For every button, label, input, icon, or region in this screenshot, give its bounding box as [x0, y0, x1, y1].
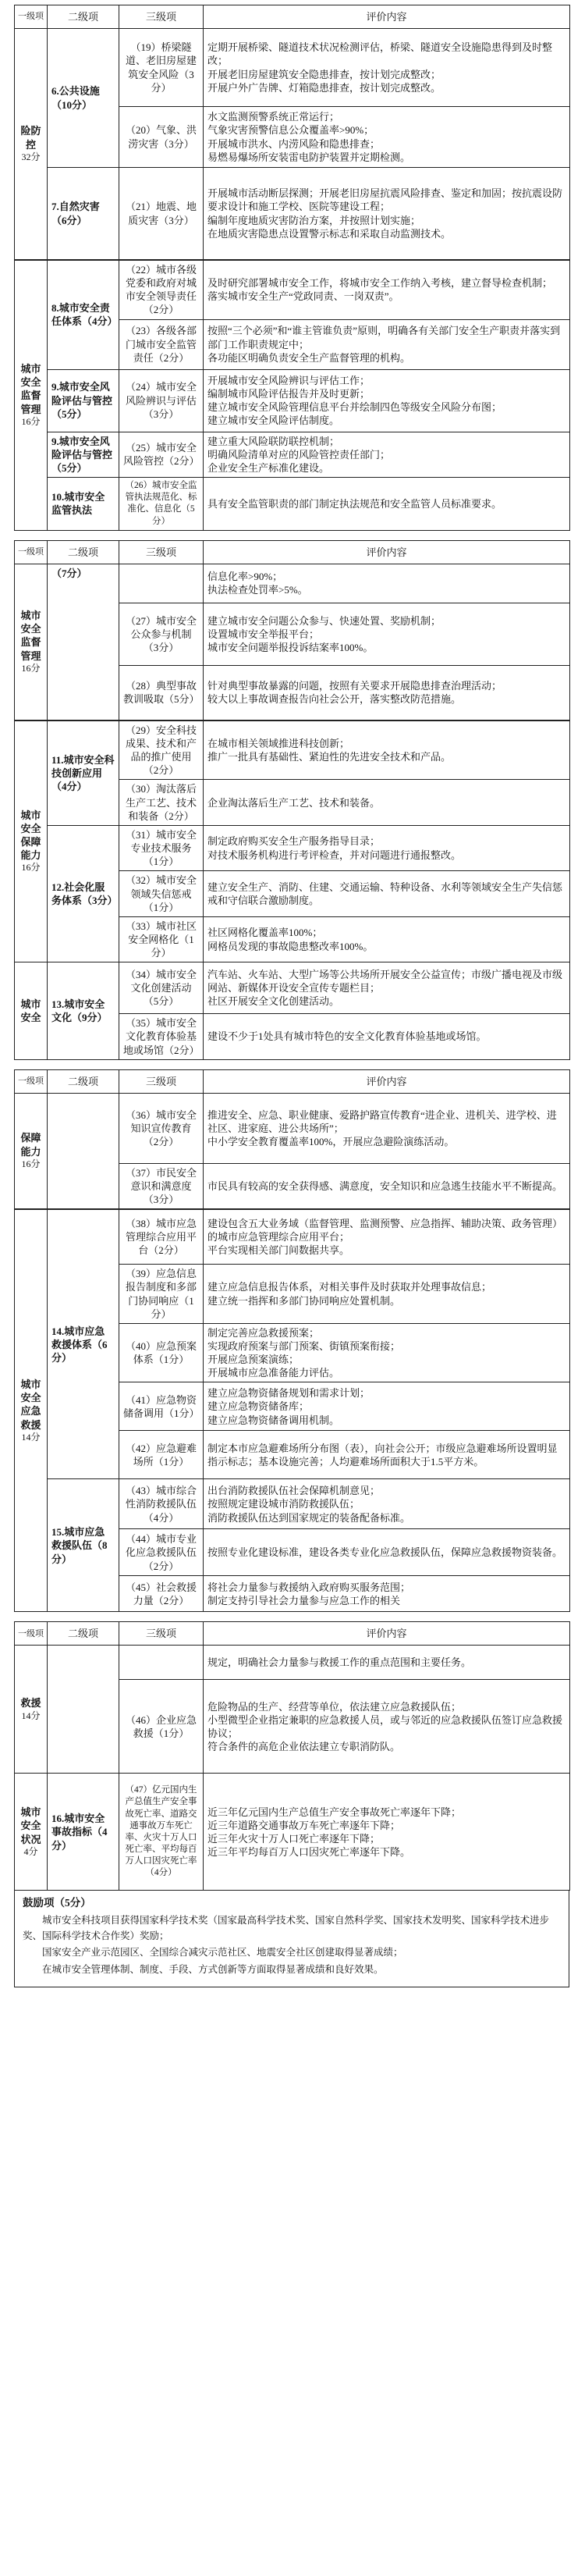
content-line: 企业安全生产标准化建设。	[207, 461, 330, 474]
table-header-row	[15, 1069, 570, 1093]
header-level2: 二级项	[48, 540, 119, 564]
table-row	[15, 1646, 570, 1680]
content-line: 开展户外广告牌、灯箱隐患排查，按计划完成整改。	[207, 81, 441, 94]
level3-cell: （44）城市专业化应急救援队伍（2分）	[119, 1529, 204, 1576]
bonus-line: 在城市安全管理体制、制度、手段、方式创新等方面取得显著成绩和良好效果。	[42, 1963, 384, 1975]
content-line: 实现政府预案与部门预案、街镇预案衔接；	[207, 1340, 401, 1352]
level3-cell: （26）城市安全监管执法规范化、标准化、信息化（5分）	[119, 478, 204, 531]
level1-label: 救援	[20, 1697, 41, 1710]
level3-cell: （41）应急物资储备调用（1分）	[119, 1382, 204, 1431]
level2-cell: 10.城市安全监管执法	[48, 478, 119, 531]
level3-cell: （39）应急信息报告制度和多部门协同响应（1分）	[119, 1265, 204, 1324]
header-level3: 三级项	[119, 540, 204, 564]
table-row	[15, 168, 570, 260]
level1-cell	[15, 1646, 48, 1774]
level1-score: 4分	[23, 1845, 38, 1857]
content-line: 制定支持引导社会力量参与应急工作的相关	[207, 1594, 401, 1606]
level3-cell: （36）城市安全知识宣传教育（2分）	[119, 1093, 204, 1163]
evaluation-table-section-4	[14, 1621, 570, 1891]
content-line: 建立重大风险联防联控机制；	[207, 435, 340, 447]
level1-cell	[15, 1774, 48, 1891]
content-cell	[204, 1431, 570, 1479]
content-line: 编制年度地质灾害防治方案，并按照计划实施；	[207, 214, 421, 226]
content-line: 规定，明确社会力量参与救援工作的重点范围和主要任务。	[207, 1656, 472, 1669]
content-line: 小型微型企业指定兼职的应急救援人员，或与邻近的应急救援队伍签订应急救援协议；	[207, 1713, 563, 1739]
level3-cell: （40）应急预案体系（1分）	[119, 1323, 204, 1382]
content-cell	[204, 1014, 570, 1059]
content-line: 近三年平均每百万人口因灾死亡率逐年下降。	[207, 1846, 411, 1859]
level2-cell: 7.自然灾害（6分）	[48, 168, 119, 260]
bonus-section	[14, 1891, 569, 1987]
level3-cell: （37）市民安全意识和满意度（3分）	[119, 1163, 204, 1208]
content-line: 设置城市安全举报平台；	[207, 628, 320, 640]
content-cell	[204, 665, 570, 720]
content-line: 建立应急物资储备库；	[207, 1400, 310, 1413]
bonus-line: 国家安全产业示范园区、全国综合减灾示范社区、地震安全社区创建取得显著成绩；	[42, 1947, 403, 1959]
evaluation-table-section-3b	[14, 1209, 570, 1612]
level3-cell: （20）气象、洪涝灾害（3分）	[119, 107, 204, 168]
content-line: 易燃易爆场所安装雷电防护装置并定期检测。	[207, 151, 411, 163]
evaluation-table-section-3	[14, 1069, 570, 1209]
content-cell	[204, 780, 570, 825]
table-row	[15, 369, 570, 432]
content-cell	[204, 107, 570, 168]
header-content: 评价内容	[204, 540, 570, 564]
header-content: 评价内容	[204, 1069, 570, 1093]
content-line: 建设包含五大业务域（监督管理、监测预警、应急指挥、辅助决策、政务管理）的城市应急管理综合应用平台；	[207, 1217, 563, 1244]
level2-cell: 16.城市安全事故指标（4分）	[48, 1774, 119, 1891]
bonus-line: 城市安全科技项目获得国家科学技术奖（国家最高科学技术奖、国家自然科学奖、国家技术发明奖、国家科学技术进步奖、国际科学技术合作奖）奖励；	[23, 1915, 550, 1941]
content-line: 近三年亿元国内生产总值生产安全事故死亡率逐年下降；	[207, 1806, 462, 1818]
content-line: 开展老旧房屋建筑安全隐患排查，按计划完成整改；	[207, 68, 441, 80]
content-line: 信息化率>90%；	[207, 571, 283, 583]
content-line: 开展城市安全风险辨识与评估工作；	[207, 374, 370, 386]
header-level3: 三级项	[119, 1069, 204, 1093]
content-cell	[204, 1646, 570, 1680]
level3-cell: （46）企业应急救援（1分）	[119, 1680, 204, 1774]
table-row	[15, 825, 570, 870]
level3-cell: （27）城市安全公众参与机制（3分）	[119, 603, 204, 665]
table-row	[15, 261, 570, 320]
content-line: 按照“三个必须”和“谁主管谁负责”原则，明确各有关部门安全生产职责并落实到部门工作职责规定中；	[207, 325, 561, 350]
level3-cell	[119, 1646, 204, 1680]
content-cell	[204, 319, 570, 369]
content-cell	[204, 168, 570, 260]
content-line: 推广一批具有基础性、紧迫性的先进安全技术和产品。	[207, 751, 452, 763]
table-row	[15, 29, 570, 107]
content-line: 社区开展安全文化创建活动。	[207, 995, 340, 1008]
content-line: 市民具有较高的安全获得感、满意度，安全知识和应急逃生技能水平不断提高。	[207, 1179, 563, 1192]
level3-cell: （28）典型事故教训吸取（5分）	[119, 665, 204, 720]
header-level2: 二级项	[48, 1069, 119, 1093]
level1-cell	[15, 962, 48, 1059]
content-cell	[204, 1382, 570, 1431]
content-cell	[204, 261, 570, 320]
content-line: 企业淘汰落后生产工艺、技术和装备。	[207, 796, 381, 809]
level2-cell: 15.城市应急救援队伍（8分）	[48, 1479, 119, 1612]
level1-score: 14分	[21, 1710, 41, 1721]
content-line: 按照专业化建设标准，建设各类专业化应急救援队伍，保障应急救援物资装备。	[207, 1546, 563, 1559]
content-line: 开展城市洪水、内涝风险和隐患排查；	[207, 137, 381, 150]
level1-label: 城市安全	[20, 998, 41, 1024]
level1-score: 16分	[21, 1158, 41, 1169]
content-line: 近三年道路交通事故万车死亡率逐年下降；	[207, 1819, 401, 1831]
content-line: 出台消防救援队伍社会保障机制意见；	[207, 1485, 381, 1497]
content-line: 制定本市应急避难场所分布图（表），向社会公开；市级应急避难场所设置明显指示标志；基本设施完善；人均避难场所面积大于1.5平方米。	[207, 1442, 558, 1468]
level2-cell: 6.公共设施（10分）	[48, 29, 119, 168]
content-line: 开展城市应急准备能力评估。	[207, 1367, 340, 1379]
table-row	[15, 1479, 570, 1529]
header-level3: 三级项	[119, 1622, 204, 1646]
content-cell	[204, 1529, 570, 1576]
level1-label: 城市安全监督管理	[20, 363, 41, 415]
content-cell	[204, 1479, 570, 1529]
content-line: 中小学安全教育覆盖率100%，开展应急避险演练活动。	[207, 1135, 455, 1147]
level1-label: 城市安全保障能力	[20, 809, 41, 862]
level3-cell: （43）城市综合性消防救援队伍（4分）	[119, 1479, 204, 1529]
content-cell	[204, 962, 570, 1014]
level2-cell	[48, 1093, 119, 1208]
content-cell	[204, 1680, 570, 1774]
level2-cell: 14.城市应急救援体系（6分）	[48, 1210, 119, 1479]
level1-label: 城市安全应急救援	[20, 1379, 41, 1431]
content-line: 符合条件的高危企业依法建立专职消防队。	[207, 1741, 401, 1753]
content-cell	[204, 1163, 570, 1208]
header-level1: 一级项	[15, 5, 48, 29]
table-row	[15, 478, 570, 531]
table-row	[15, 432, 570, 477]
level1-score: 16分	[21, 862, 41, 873]
content-line: 较大以上事故调查报告向社会公开，落实整改防范措施。	[207, 693, 462, 706]
table-row	[15, 564, 570, 603]
level3-cell: （25）城市安全风险管控（2分）	[119, 432, 204, 477]
content-line: 开展城市活动断层探测；开展老旧房屋抗震风险排查、鉴定和加固；按抗震设防要求设计和施工学校、医院等建设工程；	[207, 187, 563, 213]
content-cell	[204, 369, 570, 432]
content-line: 水文监测预警系统正常运行；	[207, 111, 340, 123]
level1-cell	[15, 720, 48, 962]
content-line: 对技术服务机构进行考评检查，并对问题进行通报整改。	[207, 849, 462, 861]
level2-cell: 12.社会化服务体系（3分）	[48, 825, 119, 962]
level2-cell: 8.城市安全责任体系（4分）	[48, 261, 119, 370]
content-line: 危险物品的生产、经营等单位，依法建立应急救援队伍；	[207, 1700, 462, 1713]
content-line: 推进安全、应急、职业健康、爱路护路宣传教育“进企业、进机关、进学校、进社区、进家庭、进公共场所”；	[207, 1108, 557, 1134]
content-cell	[204, 1323, 570, 1382]
table-header-row	[15, 5, 570, 29]
content-line: 制定政府购买安全生产服务指导目录；	[207, 835, 381, 848]
content-cell	[204, 916, 570, 962]
content-cell	[204, 1576, 570, 1612]
content-line: 建立安全生产、消防、住建、交通运输、特种设备、水利等领域安全生产失信惩戒和守信联合激励制度。	[207, 881, 563, 907]
evaluation-table-section-2	[14, 540, 570, 720]
content-line: 社区网格化覆盖率100%；	[207, 927, 323, 939]
content-line: 建设不少于1处具有城市特色的安全文化教育体验基地或场馆。	[207, 1030, 487, 1043]
level3-cell: （23）各级各部门城市安全监管责任（2分）	[119, 319, 204, 369]
table-header-row	[15, 540, 570, 564]
level3-cell: （33）城市社区安全网格化（1分）	[119, 916, 204, 962]
level3-cell: （34）城市安全文化创建活动（5分）	[119, 962, 204, 1014]
page	[14, 5, 569, 1987]
header-level1: 一级项	[15, 1069, 48, 1093]
content-line: 制定完善应急救援预案；	[207, 1326, 320, 1339]
level1-cell	[15, 261, 48, 531]
evaluation-table-section-2b	[14, 720, 570, 1060]
content-line: 在地质灾害隐患点设置警示标志和采取自动监测技术。	[207, 227, 452, 240]
header-content: 评价内容	[204, 5, 570, 29]
table-row	[15, 1774, 570, 1891]
content-cell	[204, 432, 570, 477]
level2-cell	[48, 1646, 119, 1774]
level3-cell: （24）城市安全风险辨识与评估（3分）	[119, 369, 204, 432]
content-line: 建立应急信息报告体系，对相关事件及时获取并处理事故信息；	[207, 1281, 492, 1293]
content-cell	[204, 1210, 570, 1265]
content-line: 建立应急物资储备调用机制。	[207, 1414, 340, 1426]
content-line: 消防救援队伍达到国家规定的装备配备标准。	[207, 1511, 411, 1524]
content-cell	[204, 825, 570, 870]
table-row	[15, 1210, 570, 1265]
level3-cell: （42）应急避难场所（1分）	[119, 1431, 204, 1479]
content-line: 建立城市安全风险管理信息平台并绘制四色等级安全风险分布图；	[207, 401, 502, 414]
content-cell	[204, 1774, 570, 1891]
content-cell	[204, 1093, 570, 1163]
level1-label: 城市安全监督管理	[20, 610, 41, 662]
content-line: 开展应急预案演练；	[207, 1354, 300, 1366]
level3-cell: （32）城市安全领域失信惩戒（1分）	[119, 871, 204, 916]
content-line: 平台实现相关部门间数据共享。	[207, 1244, 350, 1257]
content-line: 定期开展桥梁、隧道技术状况检测评估，桥梁、隧道安全设施隐患得到及时整改；	[207, 41, 553, 67]
content-line: 各功能区明确负责安全生产监督管理的机构。	[207, 351, 411, 364]
evaluation-table-section-1b	[14, 260, 570, 531]
level3-cell: （22）城市各级党委和政府对城市安全领导责任（2分）	[119, 261, 204, 320]
content-line: 将社会力量参与救援纳入政府购买服务范围；	[207, 1581, 411, 1593]
level3-cell: （21）地震、地质灾害（3分）	[119, 168, 204, 260]
header-level1: 一级项	[15, 540, 48, 564]
level1-cell	[15, 1093, 48, 1208]
content-cell	[204, 29, 570, 107]
level2-cell: 13.城市安全文化（9分）	[48, 962, 119, 1059]
level1-score: 14分	[21, 1431, 41, 1443]
content-line: 明确风险清单对应的风险管控责任部门；	[207, 448, 391, 461]
content-cell	[204, 720, 570, 780]
evaluation-table-section-1	[14, 5, 570, 260]
level3-cell: （38）城市应急管理综合应用平台（2分）	[119, 1210, 204, 1265]
level1-score: 16分	[21, 662, 41, 674]
level2-cell: （7分）	[48, 564, 119, 720]
level3-cell: （47）亿元国内生产总值生产安全事故死亡率、道路交通事故万车死亡率、火灾十万人口死亡率、平均每百万人口因灾死亡率（4分）	[119, 1774, 204, 1891]
level1-label: 险防控	[20, 125, 41, 151]
content-line: 建立应急物资储备规划和需求计划；	[207, 1387, 370, 1400]
content-cell	[204, 478, 570, 531]
level3-cell: （19）桥梁隧道、老旧房屋建筑安全风险（3分）	[119, 29, 204, 107]
content-line: 按照规定建设城市消防救援队伍；	[207, 1498, 360, 1510]
table-header-row	[15, 1622, 570, 1646]
level1-label: 城市安全状况	[20, 1806, 41, 1845]
level1-cell	[15, 564, 48, 720]
content-line: 网格员发现的事故隐患整改率100%。	[207, 940, 374, 952]
header-level3: 三级项	[119, 5, 204, 29]
content-line: 及时研究部署城市安全工作，将城市安全工作纳入考核，建立督导检查机制；	[207, 277, 553, 290]
table-row	[15, 962, 570, 1014]
level2-cell: 9.城市安全风险评估与管控（5分）	[48, 432, 119, 477]
table-row	[15, 1093, 570, 1163]
content-line: 建立城市安全风险评估制度。	[207, 415, 340, 427]
header-level2: 二级项	[48, 5, 119, 29]
content-line: 落实城市安全生产“党政同责、一岗双责”。	[207, 290, 399, 303]
level3-cell: （29）安全科技成果、技术和产品的推广使用（2分）	[119, 720, 204, 780]
content-line: 具有安全监管职责的部门制定执法规范和安全监管人员标准要求。	[207, 497, 502, 510]
header-level2: 二级项	[48, 1622, 119, 1646]
header-level1: 一级项	[15, 1622, 48, 1646]
table-row	[15, 720, 570, 780]
content-line: 气象灾害预警信息公众覆盖率>90%；	[207, 124, 374, 137]
content-cell	[204, 603, 570, 665]
level3-cell	[119, 564, 204, 603]
content-line: 近三年火灾十万人口死亡率逐年下降；	[207, 1832, 381, 1845]
level1-score: 32分	[21, 151, 41, 162]
level3-cell: （35）城市安全文化教育体验基地或场馆（2分）	[119, 1014, 204, 1059]
content-line: 在城市相关领域推进科技创新；	[207, 737, 350, 749]
content-cell	[204, 564, 570, 603]
level2-cell: 11.城市安全科技创新应用（4分）	[48, 720, 119, 825]
content-cell	[204, 871, 570, 916]
bonus-title: 鼓励项（5分）	[23, 1897, 91, 1909]
level1-cell	[15, 29, 48, 260]
content-line: 城市安全问题举报投诉结案率100%。	[207, 641, 374, 653]
level3-cell: （31）城市安全专业技术服务（1分）	[119, 825, 204, 870]
level3-cell: （30）淘汰落后生产工艺、技术和装备（2分）	[119, 780, 204, 825]
content-line: 执法检查处罚率>5%。	[207, 584, 308, 596]
content-line: 建立统一指挥和多部门协同响应处置机制。	[207, 1294, 401, 1307]
content-cell	[204, 1265, 570, 1324]
content-line: 编制城市风险评估报告并及时更新；	[207, 387, 370, 400]
content-line: 建立城市安全问题公众参与、快速处置、奖励机制；	[207, 614, 441, 627]
level3-cell: （45）社会救援力量（2分）	[119, 1576, 204, 1612]
level1-score: 16分	[21, 415, 41, 427]
level1-label: 保障能力	[20, 1132, 41, 1158]
level1-cell	[15, 1210, 48, 1612]
content-line: 针对典型事故暴露的问题，按照有关要求开展隐患排查治理活动；	[207, 680, 502, 692]
level2-cell: 9.城市安全风险评估与管控（5分）	[48, 369, 119, 432]
content-line: 汽车站、火车站、大型广场等公共场所开展安全公益宣传；市级广播电视及市级网站、新媒体开设安全宣传专题栏目；	[207, 969, 563, 994]
header-content: 评价内容	[204, 1622, 570, 1646]
